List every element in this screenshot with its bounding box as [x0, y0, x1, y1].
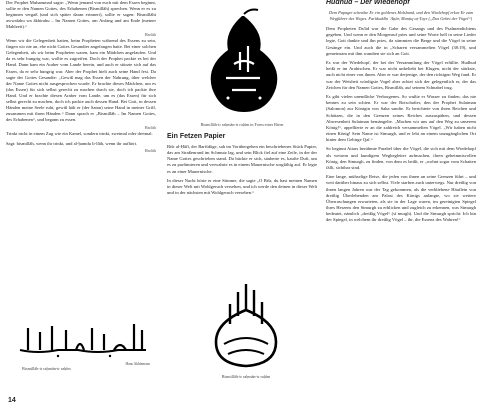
hadith-paragraph-4: Sagt: bismillāh, wenn ihr trinkt, und al-ḥamdu li-llāh, wenn ihr aufhört. [6, 140, 138, 146]
hadith-paragraph-1: Der Prophet Muhammad sagte: „Wenn jemand von euch mit dem Essen beginnt, sollte er den Namen Gottes, des Erhabenen (Bismillāh) sprechen. Wenn er es zu beginnen vergaß (und sich später daran erinnert), sollte er sagen: Bismillāhi awwalahu wa ākhirahu – Im Namen Gottes, am Anfang und am Ende (meiner Mahlzeit).“ [6, 0, 156, 30]
section-heading: Hudhud – Der Wiedehopf [326, 0, 410, 6]
column-left [6, 0, 156, 154]
page-number: 14 [8, 397, 16, 404]
source-label: Hadith [144, 124, 156, 130]
column-middle [167, 122, 317, 200]
hudhud-paragraph-3: Es gibt vielen unendliche Verborgenes. So wußte er Wasser zu finden, das nie kennes zu sein schien. Er war der Botschafter, den der Prophet Sulaiman (Salomon) zur Königin von Saba sandte. Er berichtete von ihren Reichen und Schätzen, die in den Grenzen seines Reiches auszuspähen, und dessen Abwesenheit Sulaiman bemängelte. „Machen wir uns auf den Weg zu unserem König!“, appellierte er an die zahlreich versammelten Vögel. „Wir haben nicht einen König! Sein Name ist Simurgh, und er lebt an einem unzugänglichen Ort hinter dem Gebirge Qaf.“ [326, 94, 476, 142]
hudhud-paragraph-1: Dem Propheten Da'ūd war die Gabe des Gesangs und des Psalmendichtens gegeben. Und wenn er den Morgenruf pries und seine Worte hell in seine Lieder legte, Gott dankte und ihn pries, da stimmten die Berge und die Vögel in seine Gesänge ein. Und auch die in „Scharen versammelten Vögel (38:19), und gemeinsam mit ihm wandten sie sich an Gott. [326, 26, 476, 56]
pear-calligraphy [198, 6, 288, 116]
story-paragraph-2: In dieser Nacht hörte er eine Stimme, die sagte „O Bišr, du hast meinen Namen in dieser Welt mit Wohlgeruch versehen, und ich werde den deinen in dieser Welt und in der nächsten mit Wohlgeruch versehen.“ [167, 178, 317, 196]
hadith-paragraph-3: Trinkt nicht in einem Zug wie ein Kamel, sondern trinkt, zweimal oder dreimal. [6, 130, 153, 136]
column-right [326, 0, 476, 227]
horizontal-calligraphy [18, 320, 148, 360]
hudhud-paragraph-5: Eine lange, mühselige Reise, die jeden von ihnen an seine Grenzen führt – und weit darüber hinaus zu sich selbst. Viele starben auch unterwegs. Nur dreißig von ihnen langen Jahren war der Tag gekommen, als die verbliebene Häuflein von dreißig Überlebenden am Palast des Königs anlangte, wo sie weitere Überraschungen erwarteten, als sie in der Lage waren, im gereinigten Spiegel ihres Herzens den Simurgh zu erblicken und zugleich zu erkennen, was Simurgh bedeutet, nämlich „dreißig Vögel“ (sī murgh). Und die Simurgh spricht: Ich bin der Spiegel, in welchem ihr dreißig Vögel – ihr, die Essenz des Wahren!“ [326, 174, 476, 222]
teardrop-caption: Bismillāh-ir raḥmān-ir raḥīm [221, 374, 271, 379]
calligraphy-caption: Bismillāh-ir raḥmān-ir raḥīm [22, 366, 71, 371]
teardrop-calligraphy [208, 280, 284, 370]
hudhud-paragraph-2: Es war der Wiedehopf, der bei der Versammlung der Vögel erfüllte. Hudhud heißt er im Arabischen. Er war nicht unbeliebt bei Klugen, nicht der stärkste, auch nicht einer von ihnen. Aber er war derjenige, der den richtigen Weg fand. Er war der Weisheit würdigste Vogel aber achtet sich der gelegentlich er, der das Zeichen für den Namen Gottes, Bismillāh, auf seinem Schnabel trug. [326, 60, 476, 90]
pear-caption: Bismillāh-ir raḥmān-ir raḥīm in Form einer Birne [200, 122, 284, 127]
hadith-paragraph-2: Wenn wir die Gelegenheit hatten, beim Propheten während des Essens zu sein, fingen wir nie an, ehe nicht Gottes Gesandter angefangen hatte. Bei einer solchen Gelegenheit, als wir beim Propheten waren, kam ein Mädchen angelaufen. Und da es sehr hungrig war, wollte es zugreifen. Doch der Prophet packte es bei der Hand. Dann kam ein Araber vom Lande herein, und auch er stürzte sich auf das Essen, da er sehr hungrig war. Aber der Prophet hielt auch seine Hand fest. Da sagte der Gottes Gesandte: „Gewiß mag das Essen der Nahrung, über welcher der Name Gottes nicht ausgesprochen wurde. Er brachte dieses Mädchen, um es (das Essen) für sich selbst gerecht zu machen durch sie, doch ich packte ihre Hand. Und er brachte diesen Araber vom Lande, um es (das Essen) für sich selbst gerecht zu machen, doch ich packte auch dessen Hand. Bei Gott, in dessen Händen meine Seele ruht, gewiß hält er (der Satan) seine Hand in meiner Griff, zusammen mit ihren Händen.“ Dann sprach er „Bismillāh – Im Namen Gottes, des Erhabenen“, und begann zu essen. [6, 38, 156, 123]
section-heading: Ein Fetzen Papier [167, 133, 226, 141]
source-label: Hadith [144, 31, 156, 37]
story-paragraph-1: Bišr al-Ḥāfī, der Barfüßige, sah im Vorübergehen ein beschriebenes Stück Papier, das am Straßenrand im Schmutz lag, und sein Blick fiel auf eine Zeile, in der der Name Gottes geschrieben stand. Da bückte er sich, säuberte es, kaufte Duft, um es zu parfümieren und verwahrte es in einem Mauernische sorgfältig auf. Er legte es an einer Mauernische. [167, 144, 317, 174]
source-label: Hadith [144, 148, 156, 154]
hudhud-paragraph-4: So beginnt Attars berühmte Parabel über die Vögel, die sich mit dem Wiedehopf als weisem und kundigem Wegbegleiter aufmachen, ihren geheimnisvollen König, den Simurgh, zu finden, von dem es heißt, er „wohnt sogar vom Schatten fällt, sichtbar sind. [326, 146, 476, 170]
calligraphy-credit: Hans Akhtemans [125, 362, 150, 366]
epigraph: Dem Papagei schenkte Er ein goldenes Halsband, und den Wiedehopf erkor Er zum Wegführer des Weges. Farīduddīn ʿAṭṭār, Manṭiq aṭ-Ṭayr („Das Gebet der Vögel“) [328, 10, 474, 22]
